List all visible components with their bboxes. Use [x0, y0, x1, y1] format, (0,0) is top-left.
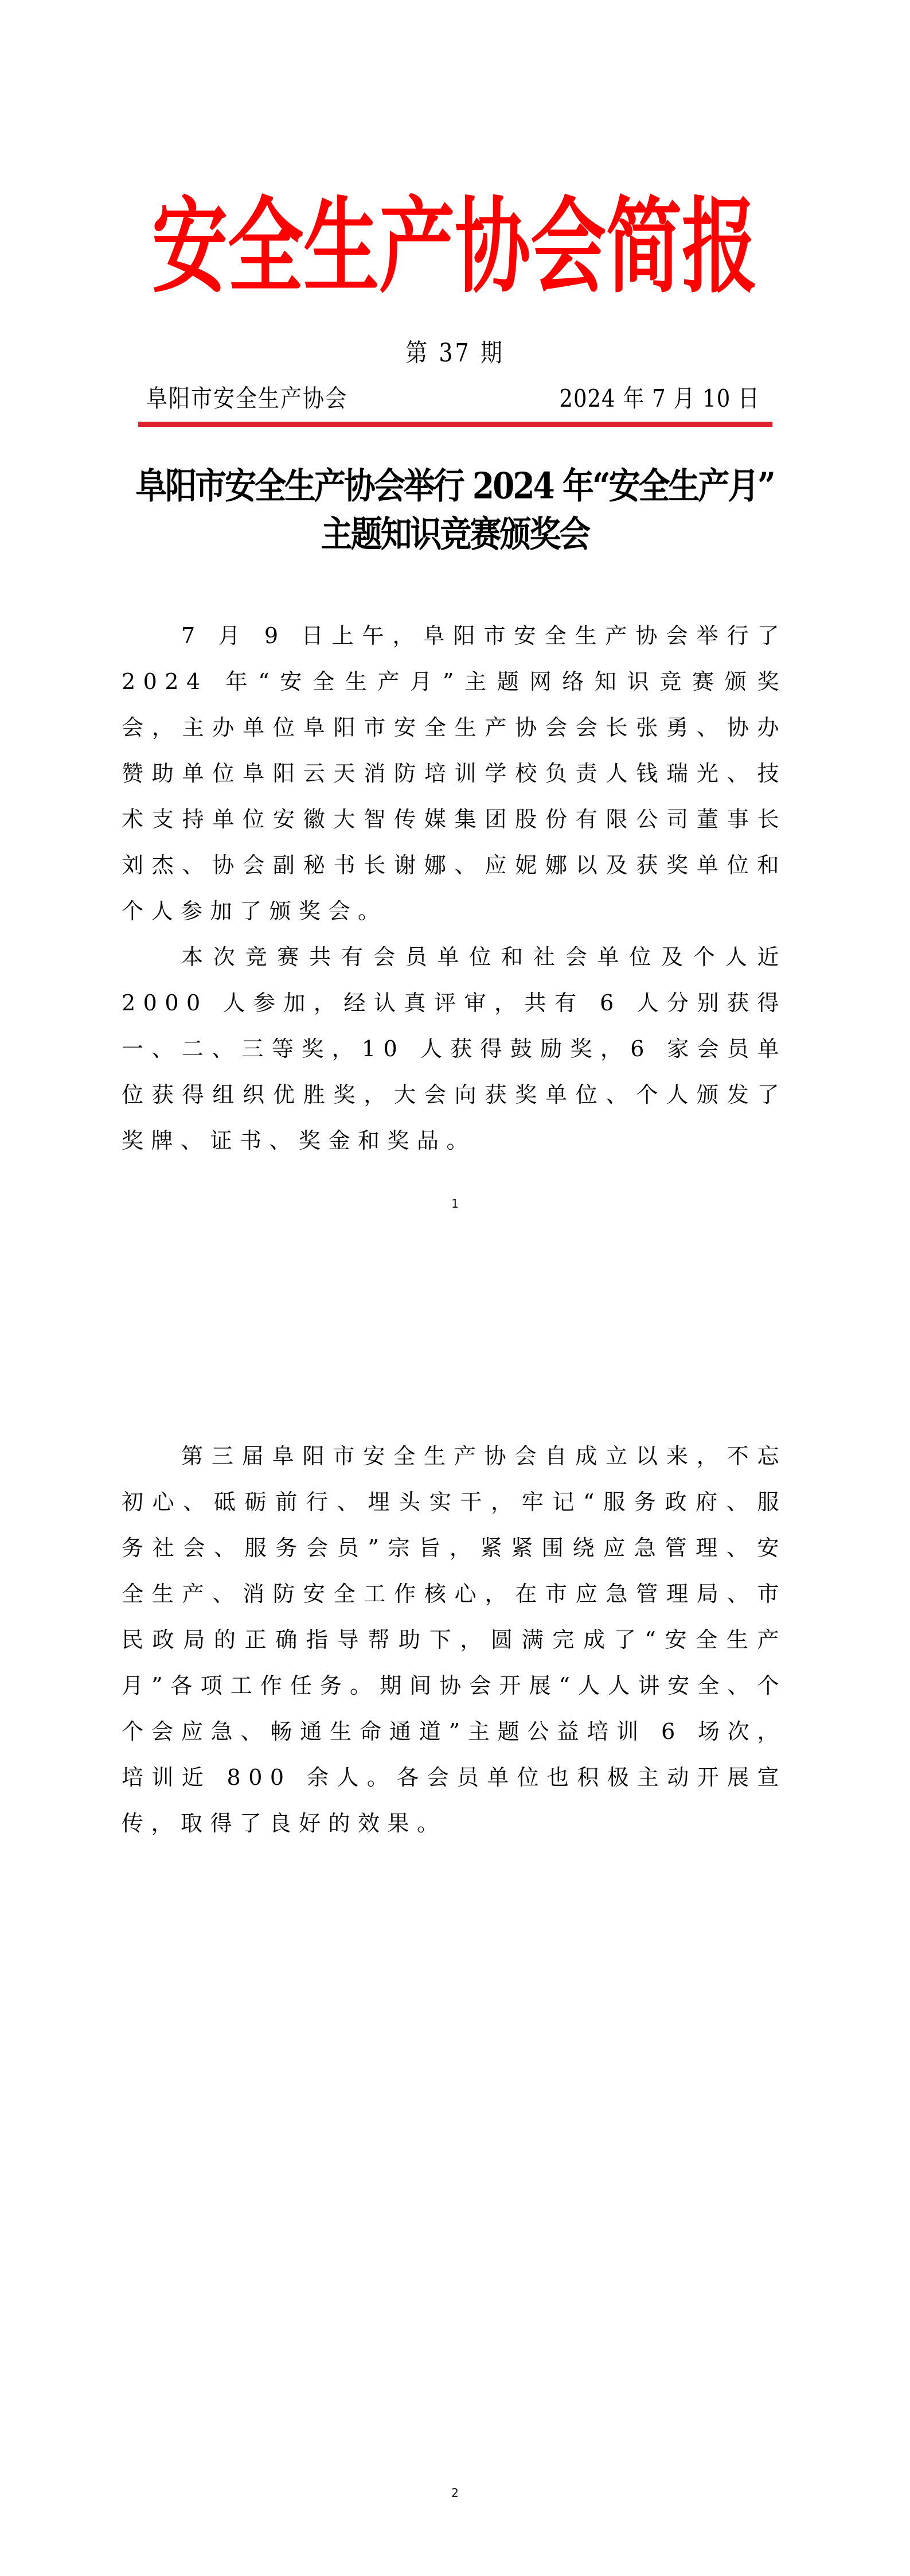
- issue-number-text: 第 37 期: [405, 338, 505, 368]
- masthead-title-text: 安全生产协会简报: [152, 186, 758, 308]
- headline-line-1: [0, 462, 910, 510]
- headline-line-1-text: 阜阳市安全生产协会举行 2024 年“安全生产月”: [135, 465, 775, 507]
- article-headline: [0, 462, 910, 558]
- headline-line-2: [0, 510, 910, 558]
- masthead-meta-row: [146, 384, 760, 413]
- article-paragraph: 本次竞赛共有会员单位和社会单位及个人近 2000 人参加，经认真评审，共有 6 人分别获得一、二、三等奖，10 人获得鼓励奖，6 家会员单位获得组织优胜奖，大会向获奖单位、个人颁发了奖牌、证书、奖金和奖品。: [122, 944, 787, 1153]
- masthead-title: [0, 186, 910, 308]
- masthead-red-divider: [138, 422, 772, 427]
- publisher-name: 阜阳市安全生产协会: [146, 384, 347, 413]
- headline-line-2-text: 主题知识竞赛颁奖会: [321, 513, 589, 555]
- article-paragraph: 第三届阜阳市安全生产协会自成立以来，不忘初心、砥砺前行、埋头实干，牢记“服务政府、服务社会、服务会员”宗旨，紧紧围绕应急管理、安全生产、消防安全工作核心，在市应急管理局、市民政局的正确指导帮助下，圆满完成了“安全生产月”各项工作任务。期间协会开展“人人讲安全、个个会应急、畅通生命通道”主题公益培训 6 场次，培训近 800 余人。各会员单位也积极主动开展宣传，取得了良好的效果。: [122, 1443, 787, 1836]
- article-body-page-1: [122, 613, 787, 1164]
- issue-number: [0, 338, 910, 367]
- article-body-page-2: [122, 1433, 787, 1846]
- page-number: 1: [451, 1197, 459, 1211]
- article-paragraph: 7 月 9 日上午，阜阳市安全生产协会举行了 2024 年“安全生产月”主题网络知识竞赛颁奖会，主办单位阜阳市安全生产协会会长张勇、协办赞助单位阜阳云天消防培训学校负责人钱瑞光、技术支持单位安徽大智传媒集团股份有限公司董事长刘杰、协会副秘书长谢娜、应妮娜以及获奖单位和个人参加了颁奖会。: [122, 623, 787, 924]
- publication-date: 2024 年 7 月 10 日: [559, 384, 760, 413]
- page-number: 2: [451, 2486, 459, 2500]
